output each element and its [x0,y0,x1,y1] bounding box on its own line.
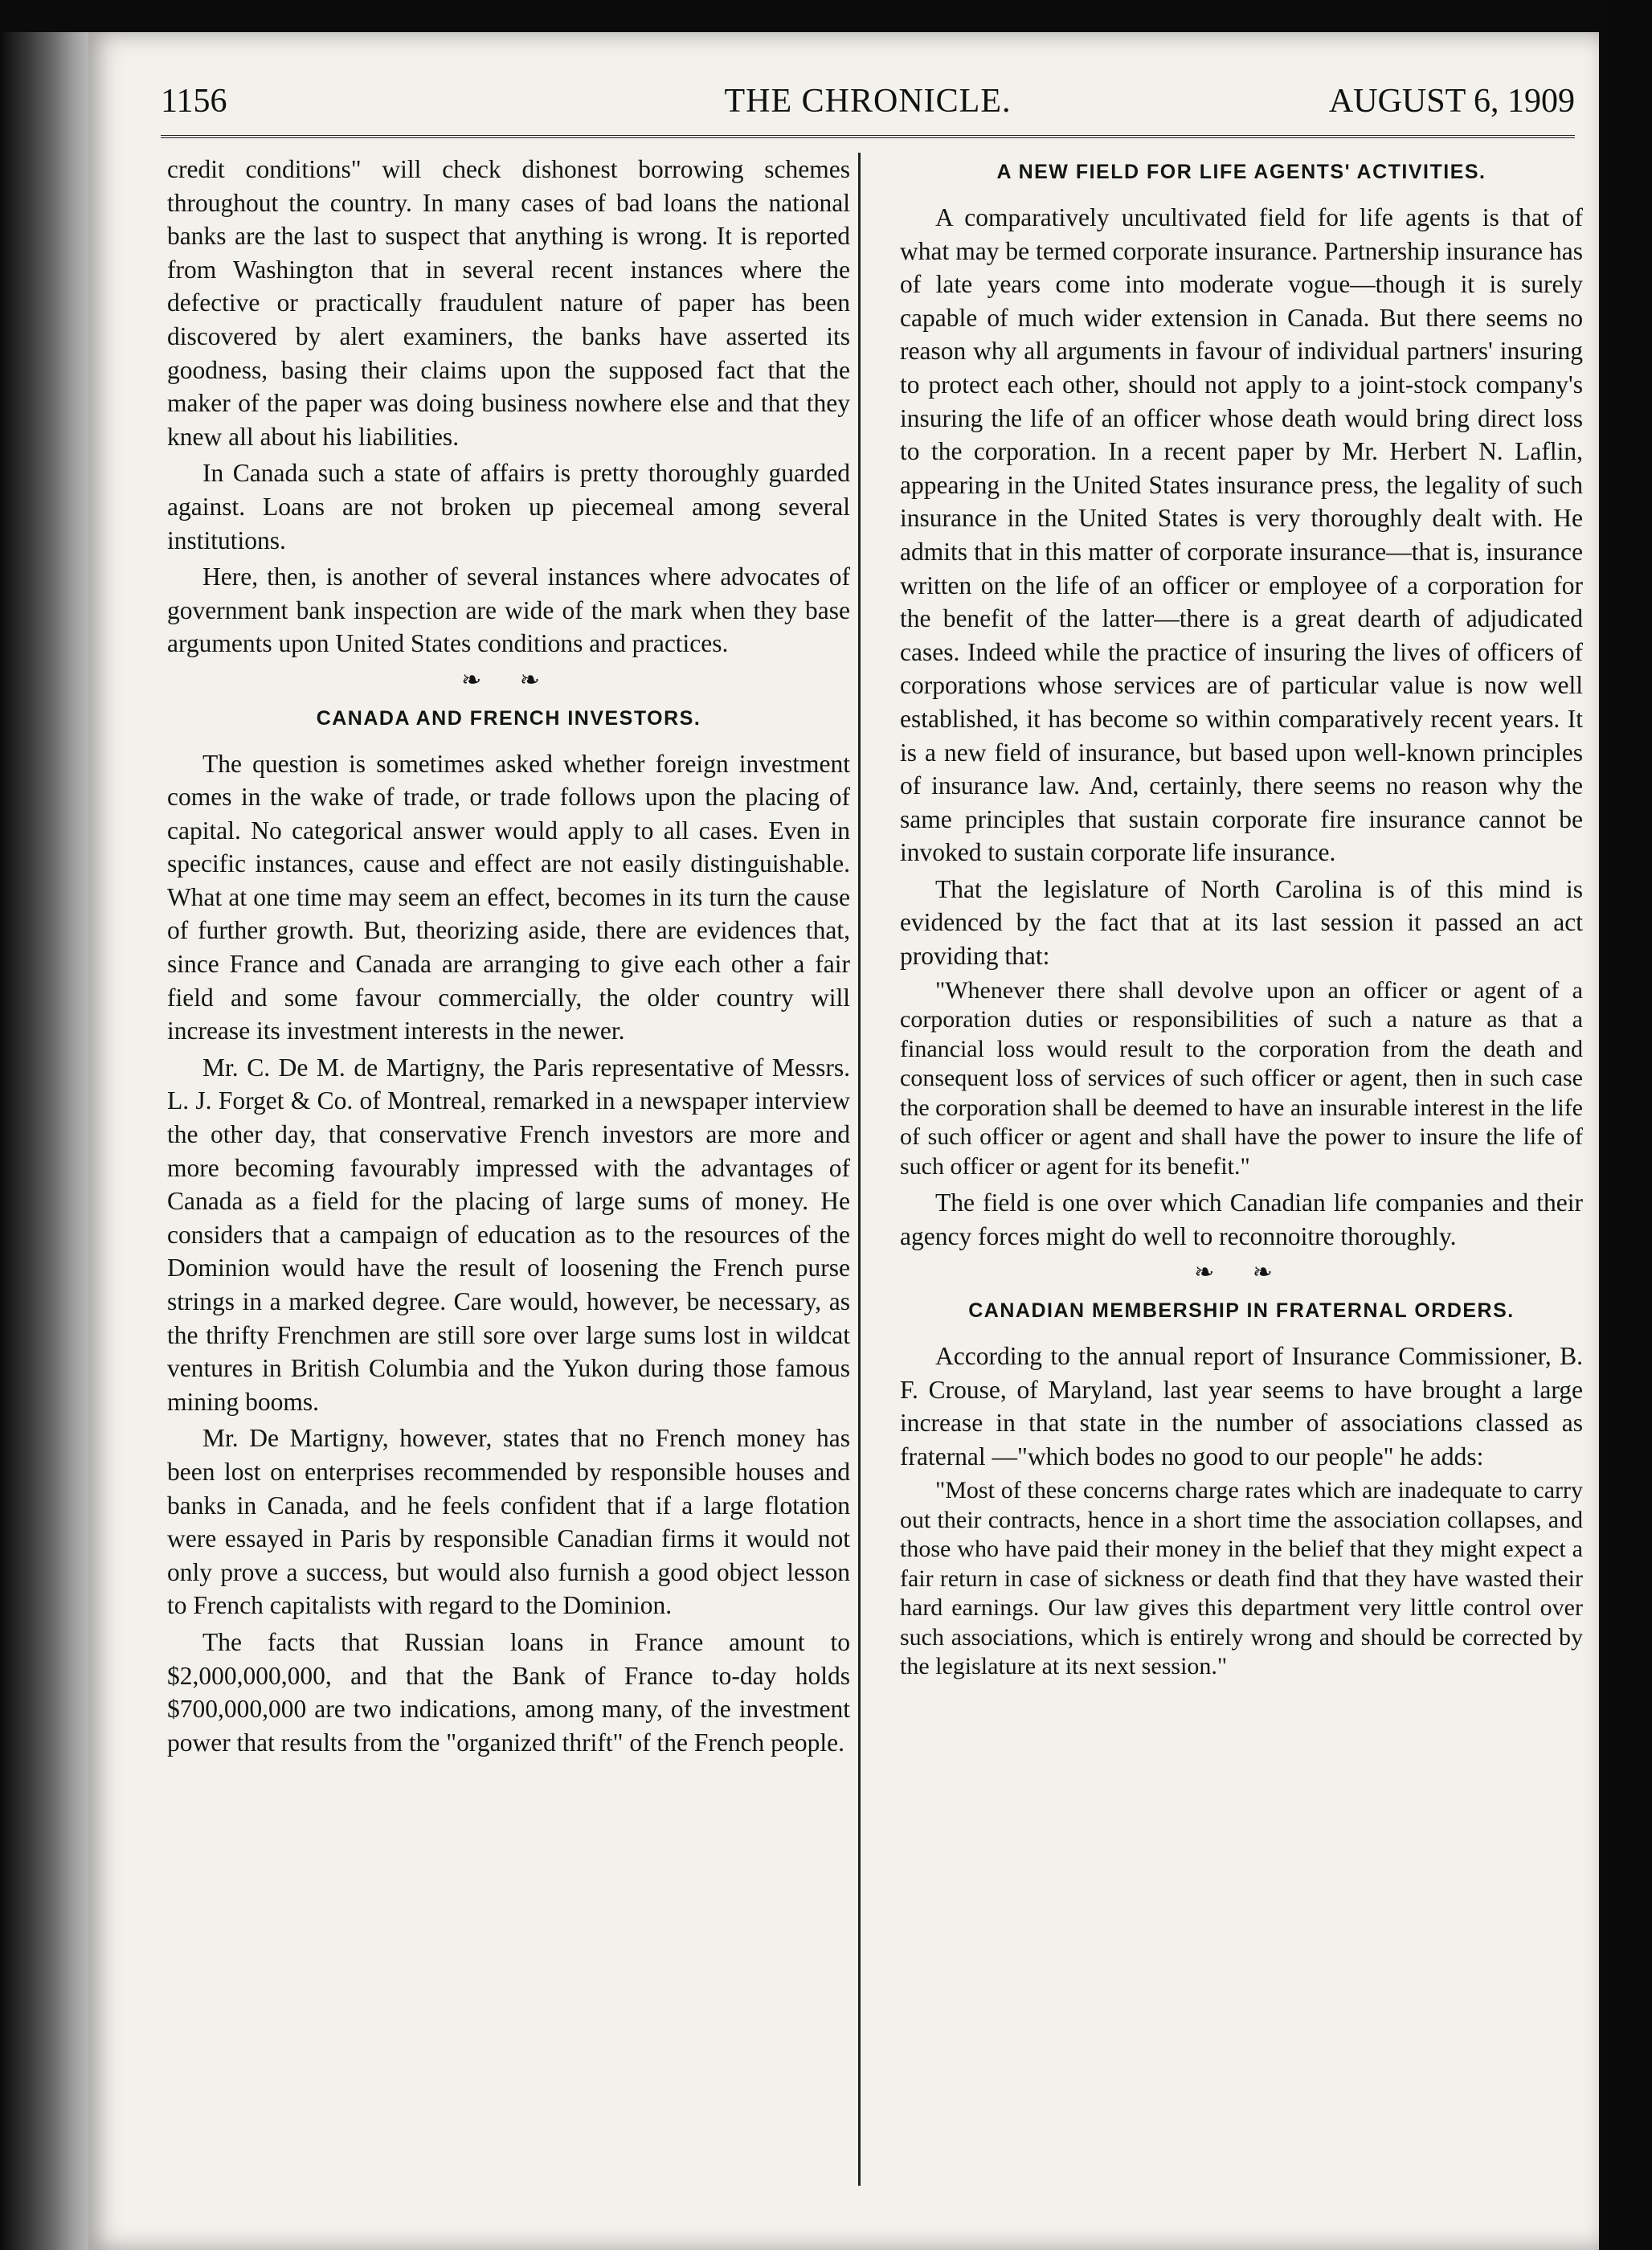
paragraph: A comparatively uncultivated field for life agents is that of what may be termed corporate insurance. Partnership insurance has of late years come into moderate vogue—though it is surely capable of much wider extension in Canada. But there seems no reason why all arguments in favour of individual partners' insuring to protect each other, should not apply to a joint-stock company's insuring the life of an officer whose death would bring direct loss to the corporation. In a recent paper by Mr. Herbert N. Laflin, appearing in the United States insurance press, the legality of such insurance in the United States is very thoroughly dealt with. He admits that in this matter of corporate insurance—that is, insurance written on the life of an officer or employee of a corporation for the benefit of the latter—there is a great dearth of adjudicated cases. Indeed while the practice of insuring the lives of officers of corporations whose services are of particular value is now well established, it has become so within comparatively recent years. It is a new field of insurance, but based upon well-known principles of insurance law. And, certainly, there seems no reason why the same principles that sustain corporate fire insurance cannot be invoked to sustain corporate life insurance. [900,203,1583,867]
paragraph: Mr. De Martigny, however, states that no French money has been lost on enterprises recommended by responsible houses and banks in Canada, and he feels confident that if a large flotation were essayed in Paris by responsible Canadian firms it would not only prove a success, but would also furnish a good object lesson to French capitalists with regard to the Dominion. [167,1424,850,1620]
paragraph: credit conditions" will check dishonest borrowing schemes throughout the country. In many cases of bad loans the national banks are the last to suspect that anything is wrong. It is reported from Washington that in several recent instances where the defective or practically fraudulent nature of paper has been discovered by alert examiners, the banks have asserted its goodness, basing their claims upon the supposed fact that the maker of the paper was doing business nowhere else and that they knew all about his liabilities. [167,155,850,451]
scan-right-edge [1604,0,1652,2250]
page-header [161,82,1575,138]
paragraph: The facts that Russian loans in France amount to $2,000,000,000, and that the Bank of France to-day holds $700,000,000 are two indications, among many, of the investment power that results from the "organized thrift" of the French people. [167,1627,850,1757]
block-quote: "Most of these concerns charge rates which are inadequate to carry out their contracts, hence in a short time the association collapses, and those who have paid their money in the belief that they might expect a fair return in case of sickness or death find that they have wasted their hard earnings. Our law gives this department very little control over such associations, which is entirely wrong and should be corrected by the legislature at its next session." [900,1477,1583,1680]
paragraph: That the legislature of North Carolina is of this mind is evidenced by the fact that at its last session it passed an act providing that: [900,874,1583,971]
header-rule [161,135,1575,138]
page-number: 1156 [161,83,227,120]
scan-left-edge [0,32,96,2250]
paragraph: According to the annual report of Insurance Commissioner, B. F. Crouse, of Maryland, last year seems to have brought a large increase in that state in the number of associations classed as fraternal —"which bodes no good to our people" he adds: [900,1341,1583,1471]
paragraph: Mr. C. De M. de Martigny, the Paris representative of Messrs. L. J. Forget & Co. of Montreal, remarked in a newspaper interview the other day, that conservative French investors are more and more becoming favourably impressed with the advantages of Canada as a field for the placing of large sums of money. He considers that a campaign of education as to the resources of the Dominion would have the result of loosening the French purse strings in a marked degree. Care would, however, be necessary, as the thrifty Frenchmen are still sore over large sums lost in wildcat ventures in British Columbia and the Yukon during those famous mining booms. [167,1053,850,1416]
section-heading: CANADA AND FRENCH INVESTORS. [316,706,701,730]
paragraph: The field is one over which Canadian life companies and their agency forces might do well to reconnoitre thoroughly. [900,1188,1583,1250]
paragraph: In Canada such a state of affairs is pretty thoroughly guarded against. Loans are not broken up piecemeal among several institutions. [167,459,850,554]
right-column [900,153,1583,1687]
paragraph: The question is sometimes asked whether foreign investment comes in the wake of trade, or trade follows upon the placing of capital. No categorical answer would apply to all cases. Even in specific instances, cause and effect are not easily distinguishable. What at one time may seem an effect, becomes in its turn the cause of further growth. But, theorizing aside, there are evidences that, since France and Canada are arranging to give each other a fair field and some favour commercially, the older country will increase its investment interests in the newer. [167,749,850,1045]
newspaper-page [88,32,1599,2250]
publication-title: THE CHRONICLE. [724,83,1012,120]
section-ornament: ❧ ❧ [461,666,556,693]
column-divider [858,153,861,2186]
paragraph: Here, then, is another of several instances where advocates of government bank inspection are wide of the mark when they base arguments upon United States conditions and practices. [167,562,850,658]
section-heading: CANADIAN MEMBERSHIP IN FRATERNAL ORDERS. [968,1299,1515,1322]
section-ornament: ❧ ❧ [1194,1259,1289,1287]
issue-date: AUGUST 6, 1909 [1328,83,1575,120]
left-column [167,153,850,1762]
block-quote: "Whenever there shall devolve upon an officer or agent of a corporation duties or responsibilities of such a nature as that a financial loss would result to the corporation from the death and consequent loss of services of such officer or agent, then in such case the corporation shall be deemed to have an insurable interest in the life of such officer or agent and shall have the power to insure the life of such officer or agent for its benefit." [900,976,1583,1180]
section-heading: A NEW FIELD FOR LIFE AGENTS' ACTIVITIES. [996,161,1486,183]
